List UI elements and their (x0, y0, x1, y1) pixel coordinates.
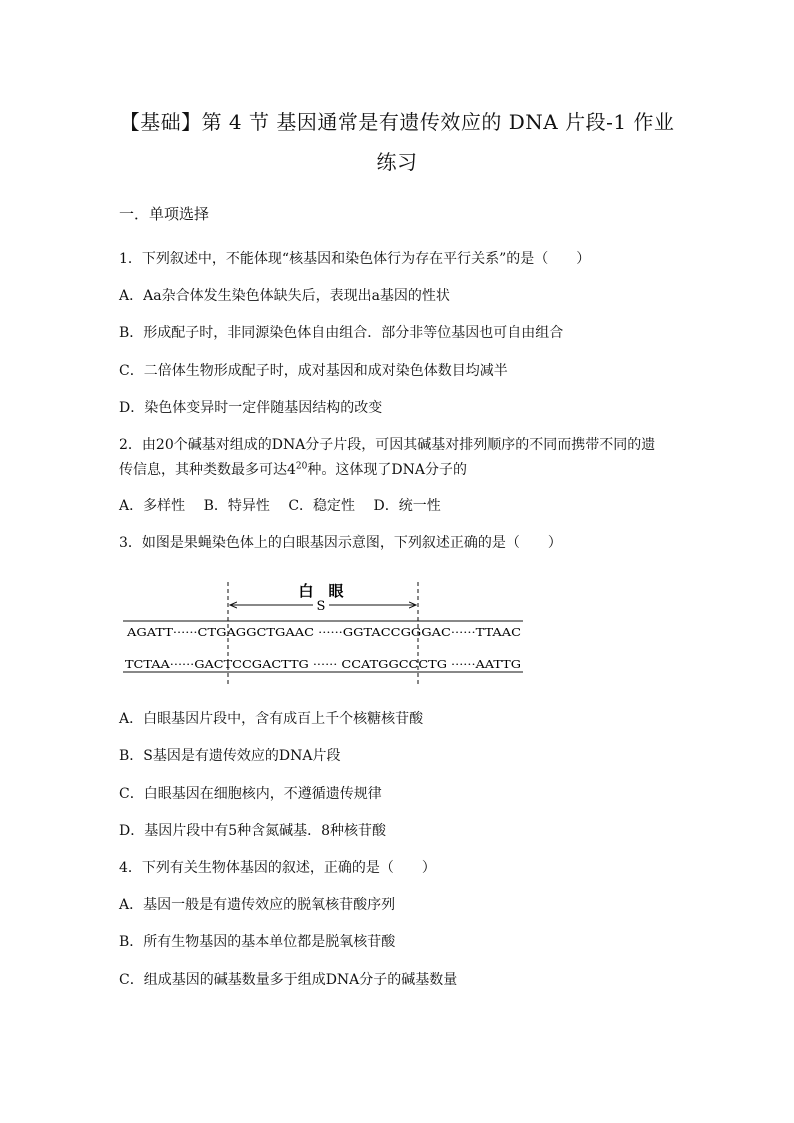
q1-option-c: C．二倍体生物形成配子时，成对基因和成对染色体数目均减半 (119, 363, 508, 379)
q1-option-d: D．染色体变异时一定伴随基因结构的改变 (119, 400, 383, 416)
q2-options (119, 496, 455, 516)
q2-stem-post: 种。这体现了DNA分子的 (307, 462, 467, 478)
page-title-line-2: 练习 (376, 150, 418, 174)
q2-stem-pre: 传信息，其种类数最多可达4 (119, 462, 296, 478)
q3-stem: 3．如图是果蝇染色体上的白眼基因示意图，下列叙述正确的是（ ） (119, 535, 562, 551)
q2-exponent: 20 (295, 461, 308, 472)
q4-stem: 4．下列有关生物体基因的叙述，正确的是（ ） (119, 860, 436, 876)
q2-option-d: D．统一性 (373, 498, 441, 514)
section-heading: 一．单项选择 (119, 205, 210, 223)
q2-stem-line-1: 2．由20个碱基对组成的DNA分子片段，可因其碱基对排列顺序的不同而携带不同的遗 (119, 437, 656, 453)
q3-option-c: C．白眼基因在细胞核内，不遵循遗传规律 (119, 786, 382, 802)
q2-option-b: B．特异性 (203, 498, 270, 514)
q4-option-b: B．所有生物基因的基本单位都是脱氧核苷酸 (119, 934, 396, 950)
dna-strand-top: AGATT······CTGAGGCTGAAC ······GGTACCGGGAC······TTAAC (125, 626, 521, 639)
q4-option-c: C．组成基因的碱基数量多于组成DNA分子的碱基数量 (119, 972, 458, 988)
q2-option-a: A．多样性 (119, 498, 186, 514)
q3-option-b: B．S基因是有遗传效应的DNA片段 (119, 748, 341, 764)
q3-option-a: A．白眼基因片段中，含有成百上千个核糖核苷酸 (119, 711, 424, 727)
q1-option-b: B．形成配子时，非同源染色体自由组合．部分非等位基因也可自由组合 (119, 325, 564, 341)
gene-name-label: 白 眼 (298, 582, 344, 600)
dna-strand-bottom: TCTAA······GACTCCGACTTG ······ CCATGGCCCTG ······AATTG (125, 658, 521, 671)
gene-symbol-label: S (316, 599, 326, 614)
q3-option-d: D．基因片段中有5种含氮碱基．8种核苷酸 (119, 823, 387, 839)
gene-diagram (119, 576, 529, 690)
q2-stem-line-2 (119, 460, 467, 480)
page-title-line-1: 【基础】第 4 节 基因通常是有遗传效应的 DNA 片段-1 作业 (119, 110, 675, 134)
q2-option-c: C．稳定性 (288, 498, 356, 514)
q1-stem: 1．下列叙述中，不能体现“核基因和染色体行为存在平行关系”的是（ ） (119, 251, 591, 267)
q4-option-a: A．基因一般是有遗传效应的脱氧核苷酸序列 (119, 897, 396, 913)
q1-option-a: A．Aa杂合体发生染色体缺失后，表现出a基因的性状 (119, 288, 450, 304)
